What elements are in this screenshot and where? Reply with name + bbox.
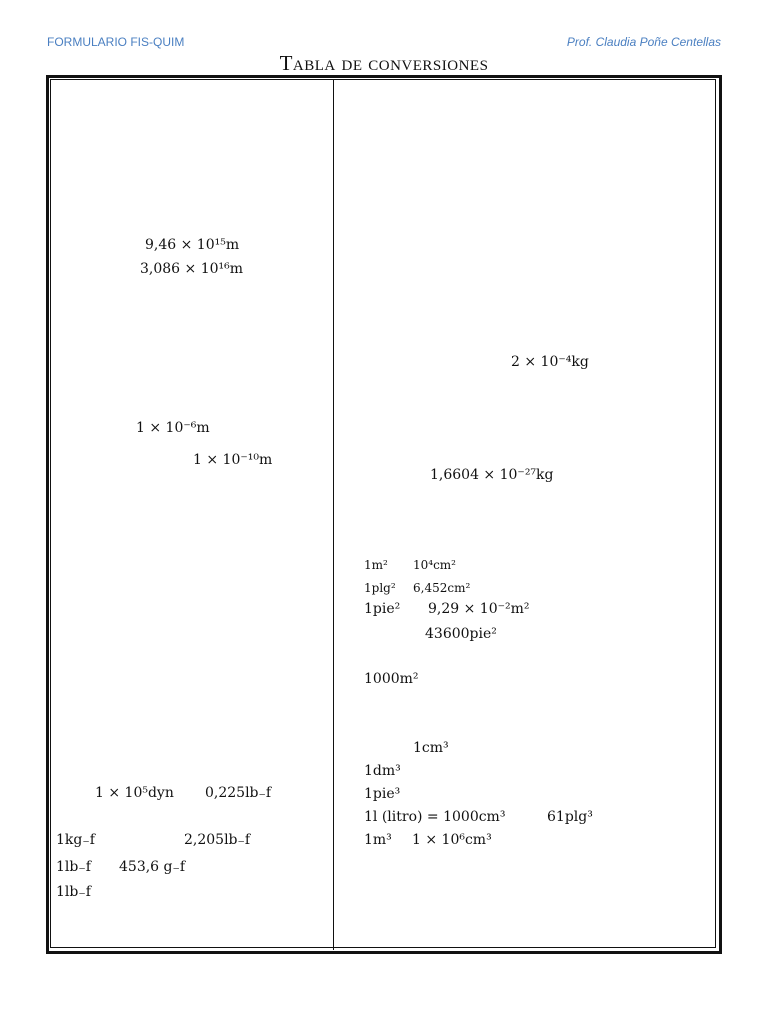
volume-m3-label: 1m³ [364, 832, 392, 848]
header-subject: FORMULARIO FIS-QUIM [47, 35, 185, 49]
newton-lbf-value: 0,225lb₋f [205, 785, 272, 801]
area-plg2-value: 6,452cm² [413, 581, 471, 595]
header-author: Prof. Claudia Poñe Centellas [566, 35, 721, 49]
area-pie2-label: 1pie² [364, 601, 401, 617]
area-plg2-label: 1plg² [364, 581, 396, 595]
area-m2-value: 10⁴cm² [413, 558, 456, 572]
newton-dyn-value: 1 × 10⁵dyn [95, 785, 174, 801]
volume-m3-value: 1 × 10⁶cm³ [412, 832, 492, 848]
area-acre-value: 43600pie² [425, 626, 497, 642]
angstrom-value: 1 × 10⁻¹⁰m [193, 452, 273, 468]
area-m2-label: 1m² [364, 558, 388, 572]
volume-litro-plg: 61plg³ [547, 809, 593, 825]
area-pie2-value: 9,29 × 10⁻²m² [428, 601, 530, 617]
micrometer-value: 1 × 10⁻⁶m [136, 420, 210, 436]
uma-value: 1,6604 × 10⁻²⁷kg [430, 467, 554, 483]
area-hectare-value: 1000m² [364, 671, 419, 687]
lbf-label: 1lb₋f [56, 859, 91, 875]
volume-cm3: 1cm³ [413, 740, 449, 756]
kgf-lbf-value: 2,205lb₋f [184, 832, 251, 848]
volume-litro: 1l (litro) = 1000cm³ [364, 809, 506, 825]
lbf-gf-value: 453,6 g₋f [119, 859, 186, 875]
page-title: Tabla de conversiones [279, 51, 489, 75]
volume-dm3: 1dm³ [364, 763, 401, 779]
kgf-label: 1kg₋f [56, 832, 95, 848]
carat-value: 2 × 10⁻⁴kg [511, 354, 589, 370]
column-divider [333, 80, 334, 950]
lbf-label-2: 1lb₋f [56, 884, 91, 900]
volume-pie3: 1pie³ [364, 786, 401, 802]
parsec-value: 3,086 × 10¹⁶m [140, 261, 244, 277]
light-year-value: 9,46 × 10¹⁵m [145, 237, 240, 253]
